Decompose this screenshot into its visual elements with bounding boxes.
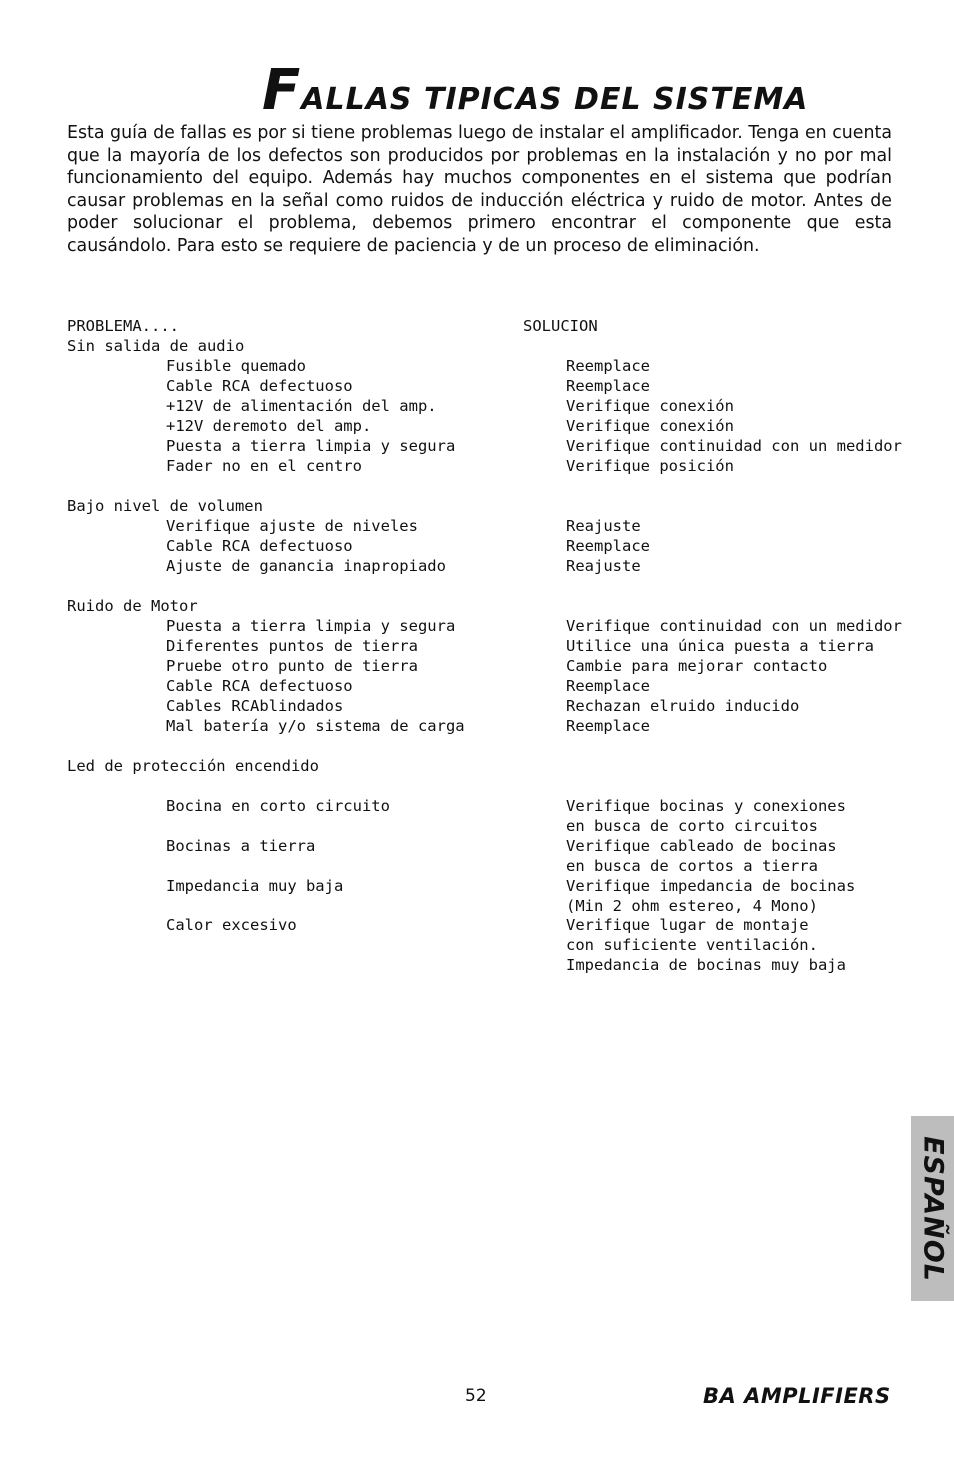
solution-text: Rechazan elruido inducido [566,697,800,715]
page-title [262,58,808,123]
solution-text: Impedancia de bocinas muy baja [566,956,846,974]
solution-text: Verifique lugar de montaje [566,916,809,934]
cause-text: Mal batería y/o sistema de carga [166,717,465,735]
cause-text: Diferentes puntos de tierra [166,637,418,655]
section-title: Ruido de Motor [67,597,198,615]
cause-text: +12V de alimentación del amp. [166,397,437,415]
cause-text: Bocinas a tierra [166,837,316,855]
cause-text: Impedancia muy baja [166,877,344,895]
solution-text: Verifique continuidad con un medidor [566,617,902,635]
solution-text: Verifique impedancia de bocinas [566,877,856,895]
cause-text: Fusible quemado [166,357,306,375]
cause-text: Bocina en corto circuito [166,797,390,815]
solution-text: Utilice una única puesta a tierra [566,637,874,655]
solution-text: (Min 2 ohm estereo, 4 Mono) [566,897,818,915]
solution-text: Reemplace [566,537,650,555]
section-title: Sin salida de audio [67,337,245,355]
solution-text: en busca de cortos a tierra [566,857,818,875]
cause-text: Ajuste de ganancia inapropiado [166,557,446,575]
solution-text: Verifique cableado de bocinas [566,837,837,855]
solution-text: Verifique bocinas y conexiones [566,797,846,815]
solution-text: Verifique continuidad con un medidor [566,437,902,455]
page-number: 52 [465,1386,487,1406]
solution-text: Reemplace [566,357,650,375]
cause-text: Cables RCAblindados [166,697,344,715]
solution-text: Reemplace [566,717,650,735]
cause-text: Fader no en el centro [166,457,362,475]
language-tab-label: ESPAÑOL [917,1135,948,1282]
cause-text: Puesta a tierra limpia y segura [166,617,456,635]
cause-text: Puesta a tierra limpia y segura [166,437,456,455]
brand-name: BA AMPLIFIERS [703,1384,891,1408]
problem-column-header: PROBLEMA.... [67,317,179,335]
solution-text: Reajuste [566,517,641,535]
cause-text: Verifique ajuste de niveles [166,517,418,535]
solution-text: con suficiente ventilación. [566,936,818,954]
solution-text: Reajuste [566,557,641,575]
page-title-rest: ALLAS TIPICAS DEL SISTEMA [301,82,809,117]
solution-text: Cambie para mejorar contacto [566,657,828,675]
solution-text: en busca de corto circuitos [566,817,818,835]
section-title: Bajo nivel de volumen [67,497,263,515]
cause-text: Cable RCA defectuoso [166,537,353,555]
page-title-initial: F [262,58,302,123]
intro-paragraph: Esta guía de fallas es por si tiene problemas luego de instalar el amplificador. Tenga en cuenta que la mayoría de los defectos son producidos por problemas en la instalación y no por mal funcionamiento del equipo. Además hay muchos componentes en el sistema que podrían causar problemas en la señal como ruidos de inducción eléctrica y ruido de motor. Antes de poder solucionar el problema, debemos primero encontrar el componente que esta causándolo. Para esto se requiere de paciencia y de un proceso de eliminación. [67,123,892,256]
cause-text: Cable RCA defectuoso [166,677,353,695]
language-side-tab [911,1116,954,1301]
solution-text: Verifique conexión [566,417,734,435]
cause-text: Calor excesivo [166,916,297,934]
cause-text: Pruebe otro punto de tierra [166,657,418,675]
solution-text: Reemplace [566,377,650,395]
cause-text: Cable RCA defectuoso [166,377,353,395]
cause-text: +12V deremoto del amp. [166,417,372,435]
solution-text: Reemplace [566,677,650,695]
solution-text: Verifique conexión [566,397,734,415]
section-title: Led de protección encendido [67,757,319,775]
solution-column-header: SOLUCION [523,317,598,335]
solution-text: Verifique posición [566,457,734,475]
